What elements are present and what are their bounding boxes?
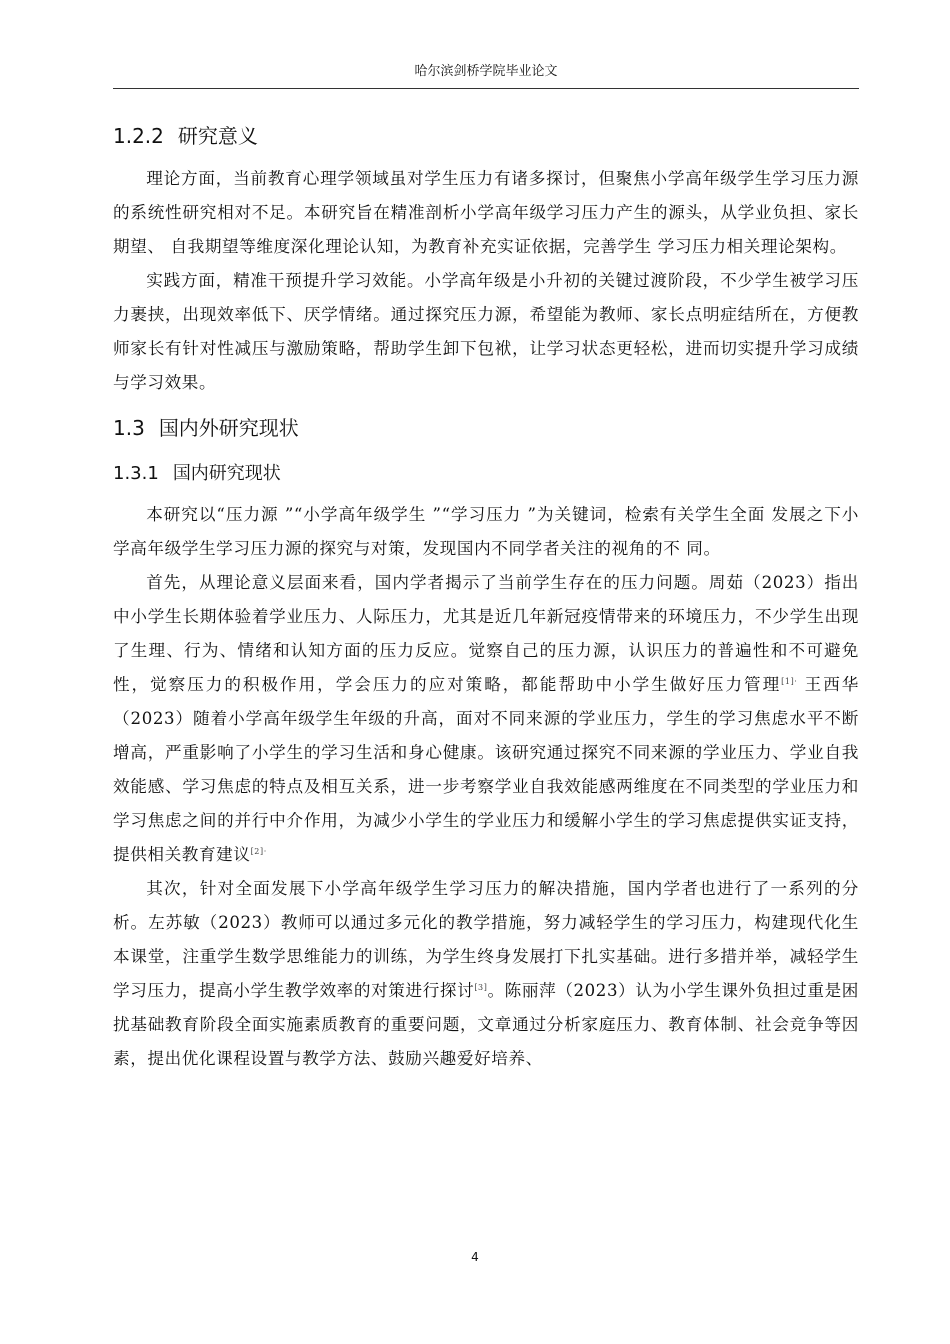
heading-1-3: [113, 408, 859, 448]
heading-1-3-1: [113, 456, 859, 492]
paragraph-keywords: 本研究以“压力源 ”“小学高年级学生 ”“学习压力 ”为关键词，检索有关学生全面 发展之下小学高年级学生学习压力源的探究与对策，发现国内不同学者关注的视角的不 同。: [113, 505, 859, 558]
paragraph-text: 王西华（2023）随着小学高年级学生年级的升高，面对不同来源的学业压力，学生的学习焦虑水平不断增高，严重影响了小学生的学习生活和身心健康。该研究通过探究不同来源的学业压力、学业自我效能感、学习焦虑的特点及相互关系，进一步考察学业自我效能感两维度在不同类型的学业压力和学习焦虑之间的并行中介作用，为减少小学生的学业压力和缓解小学生的学习焦虑提供实证支持，提供相关教育建议: [113, 675, 859, 864]
heading-number: 1.3: [113, 416, 145, 440]
page-header: [113, 62, 859, 89]
page-body: [113, 116, 859, 1076]
heading-number: 1.2.2: [113, 124, 164, 148]
heading-number: 1.3.1: [113, 463, 159, 484]
paragraph-practice: 实践方面，精准干预提升学习效能。小学高年级是小升初的关键过渡阶段，不少学生被学习压力裹挟，出现效率低下、厌学情绪。通过探究压力源，希望能为教师、家长点明症结所在，方便教师家长有针对性减压与激励策略，帮助学生卸下包袱，让学习状态更轻松，进而切实提升学习成绩与学习效果。: [113, 271, 859, 392]
heading-title: 国内外研究现状: [158, 416, 299, 440]
paragraph-second: [113, 872, 859, 1076]
citation-3: [3]: [474, 983, 488, 992]
citation-2: [2]·: [250, 847, 267, 856]
paragraph-text: 其次，针对全面发展下小学高年级学生学习压力的解决措施，国内学者也进行了一系列的分析。左苏敏（2023）教师可以通过多元化的教学措施，努力减轻学生的学习压力，构建现代化生本课堂，注重学生数学思维能力的训练，为学生终身发展打下扎实基础。进行多措并举，减轻学生学习压力，提高小学生教学效率的对策进行探讨: [113, 879, 859, 1000]
heading-title: 国内研究现状: [172, 463, 281, 484]
heading-title: 研究意义: [177, 124, 258, 148]
paragraph-theory: 理论方面，当前教育心理学领域虽对学生压力有诸多探讨，但聚焦小学高年级学生学习压力源的系统性研究相对不足。本研究旨在精准剖析小学高年级学习压力产生的源头，从学业负担、家长期望、 自我期望等维度深化理论认知，为教育补充实证依据，完善学生 学习压力相关理论架构。: [113, 169, 859, 256]
paragraph-first: [113, 566, 859, 872]
heading-1-2-2: [113, 116, 859, 156]
header-title: 哈尔滨剑桥学院毕业论文: [414, 64, 558, 79]
paragraph-text: 首先，从理论意义层面来看，国内学者揭示了当前学生存在的压力问题。周茹（2023）指出 中小学生长期体验着学业压力、人际压力，尤其是近几年新冠疫情带来的环境压力，不少学生出现了生理、行为、情绪和认知方面的压力反应。觉察自己的压力源，认识压力的普遍性和不可避免性，觉察压力的积极作用，学会压力的应对策略，都能帮助中小学生做好压力管理: [113, 573, 859, 694]
paragraph-text: 。陈丽萍（2023）认为小学生课外负担过重是困扰基础教育阶段全面实施素质教育的重要问题，文章通过分析家庭压力、教育体制、社会竞争等因素，提出优化课程设置与教学方法、鼓励兴趣爱好培养、: [113, 981, 859, 1068]
citation-1: [1]·: [781, 677, 798, 686]
page-number: 4: [471, 1250, 479, 1264]
